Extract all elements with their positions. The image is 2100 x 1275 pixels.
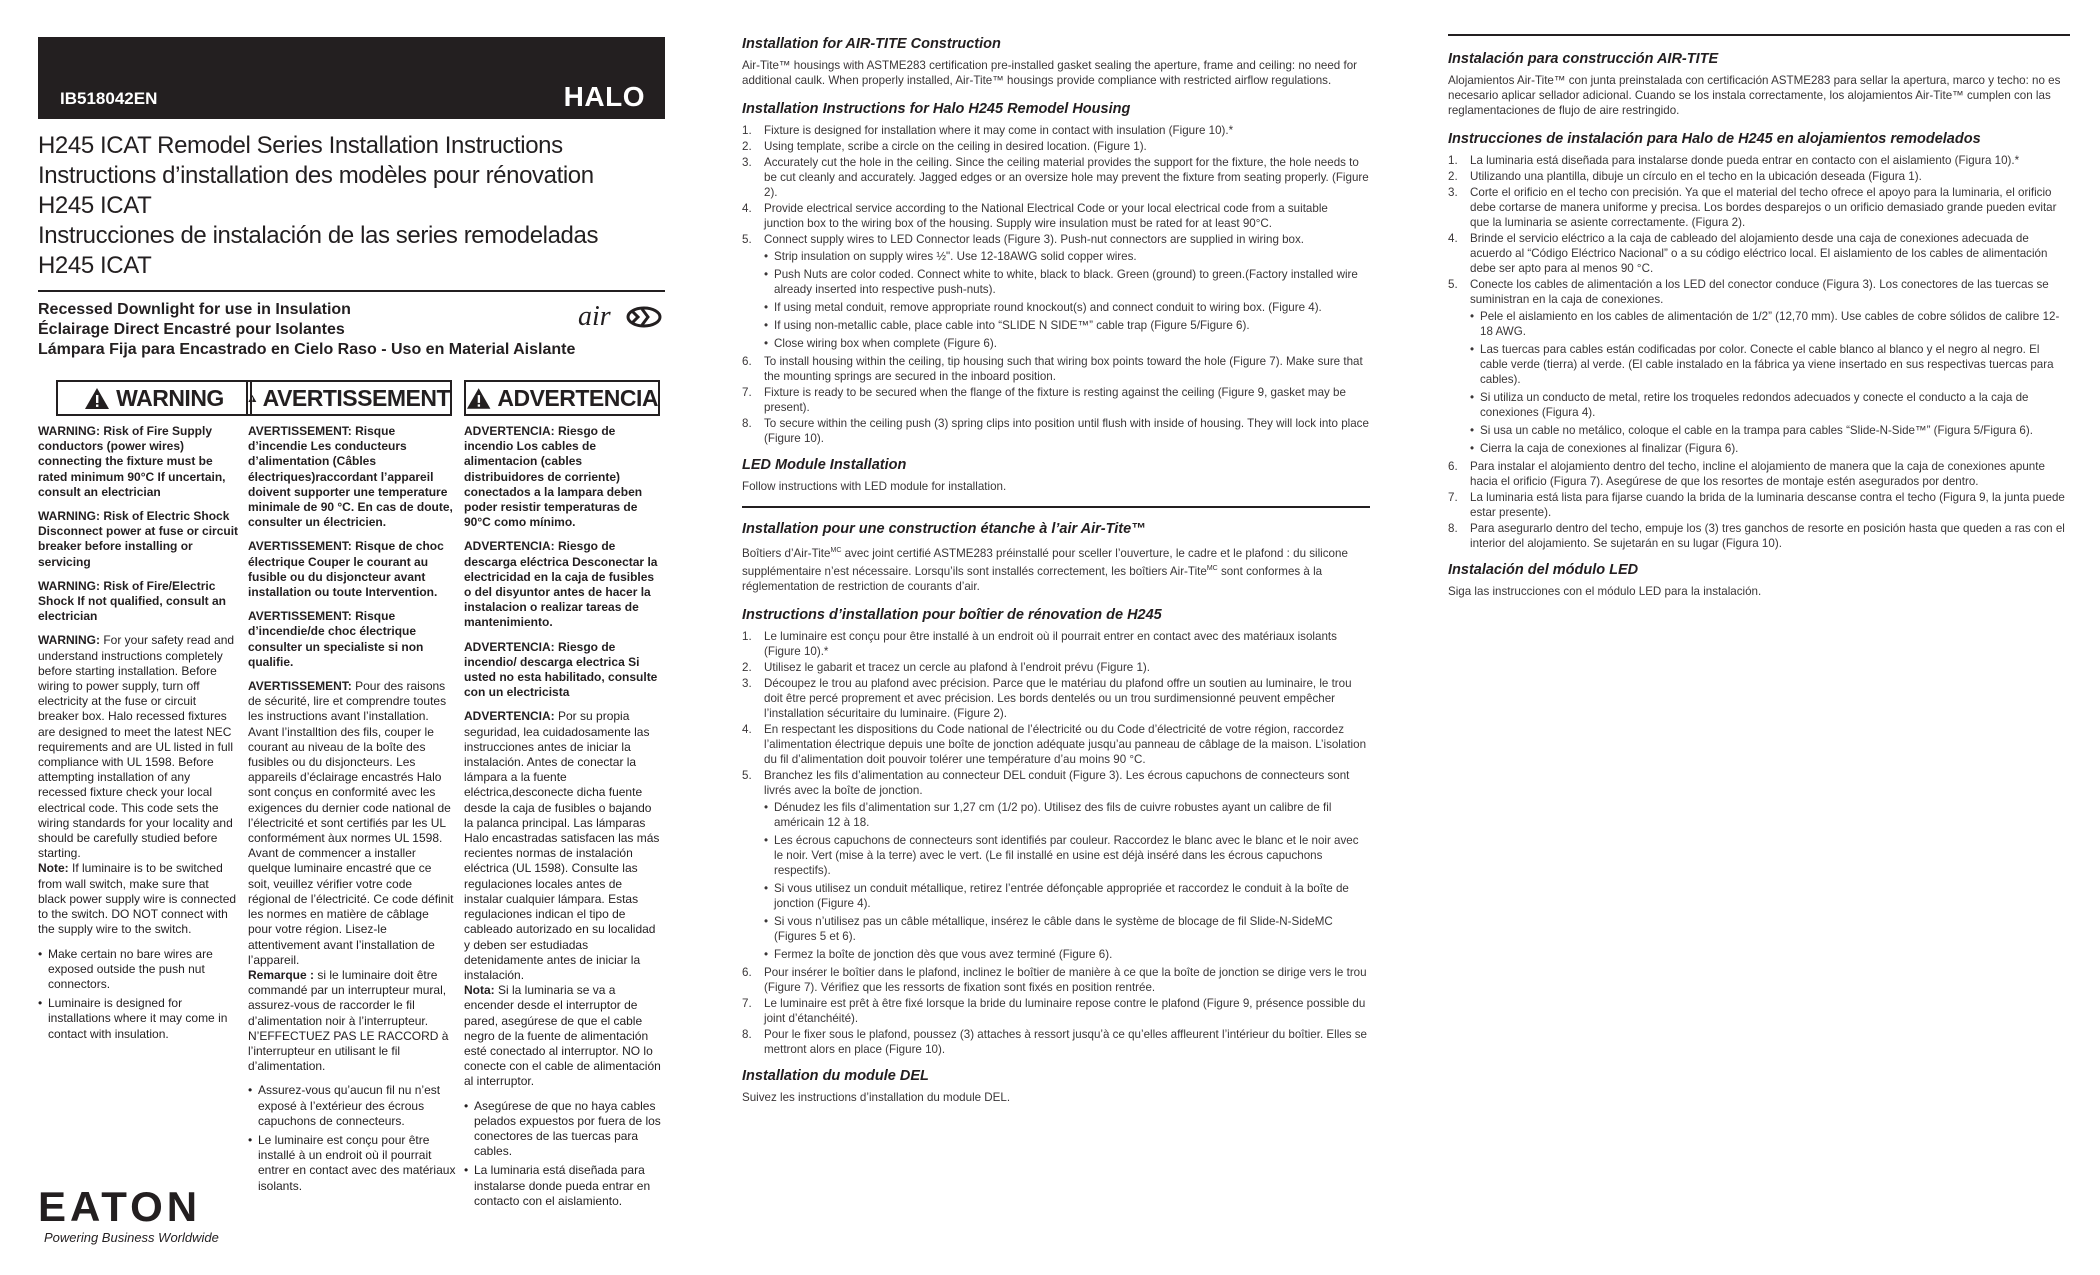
- paragraph: Siga las instrucciones con el módulo LED para la instalación.: [1448, 585, 1762, 598]
- list-item: • Make certain no bare wires are exposed outside the push nut connectors.: [38, 947, 240, 993]
- section-heading: Instructions d’installation pour boîtier de rénovation de H245: [742, 606, 1162, 623]
- air-tite-logo: [576, 297, 666, 333]
- warning-qualified: WARNING: Risk of Fire/Electric Shock If not qualified, consult an electrician: [38, 578, 227, 624]
- warnings-english: [38, 424, 240, 1046]
- section-heading: Instalación para construcción AIR-TITE: [1448, 51, 1719, 67]
- warning-lead: ADVERTENCIA:: [464, 709, 555, 724]
- section-heading: Instrucciones de instalación para Halo de H245 en alojamientos remodelados: [1448, 131, 1981, 147]
- title-fr: Instructions d’installation des modèles pour rénovation: [38, 162, 594, 189]
- list-item: • Si utiliza un conducto de metal, retire los troqueles redondos adecuados y conecte el conducto a la caja de conexiones (Figura 4).: [1470, 390, 2070, 420]
- list-item: 1. La luminaria está diseñada para instalarse donde pueda entrar en contacto con el aislamiento (Figura 10).*: [1448, 154, 2020, 167]
- list-item: • Fermez la boîte de jonction dès que vous avez terminé (Figure 6).: [764, 947, 1370, 962]
- warning-general: Pour des raisons de sécurité, lire et comprendre toutes les instructions avant l’installation. Avant l’installtion des fils, couper le courant au niveau de la boîte des fusibles ou du disjoncteurs. Les appareils d’éclairage encastrés Halo sont conçus en conformité avec les exigences du dernier code national de l’électricité et sont certifiés par les UL conformément àux normes UL 1598. Avant de commencer a installer quelque luminaire encastré que ce soit, veuillez vérifier votre code régional de l’électricité. Ce code définit les normes en matière de câblage pour votre région. Lisez-le attentivement avant l’installation de l’appareil.: [248, 679, 454, 967]
- document-code: IB518042EN: [60, 89, 158, 108]
- warning-label-text: ADVERTENCIA: [497, 384, 658, 411]
- halo-logo: HALO: [563, 81, 645, 112]
- paragraph: Suivez les instructions d’installation du module DEL.: [742, 1090, 1011, 1104]
- list-item: • Si usa un cable no metálico, coloque el cable en la trampa para cables “Slide-N-Side™” (Figura 5/Figura 6).: [1470, 423, 2070, 438]
- list-item: • Luminaire is designed for installations where it may come in contact with insulation.: [38, 996, 240, 1042]
- note-text: If luminaire is to be switched from wall switch, make sure that black power supply wire is connected to the switch. DO NOT connect with the supply wire to the switch.: [38, 861, 237, 937]
- paragraph: Follow instructions with LED module for installation.: [742, 480, 1007, 493]
- warning-shock: AVERTISSEMENT: Risque de choc électrique Couper le courant au fusible ou du disjoncteur avant installation ou toute Intervention.: [248, 539, 444, 600]
- list-item: 6. To install housing within the ceiling, tip housing such that wiring box points toward the hole (Figure 7). Make sure that the mounting springs are secured in the inboard position.: [742, 355, 1363, 383]
- note-text: si le luminaire doit être commandé par un interrupteur mural, assurez-vous de raccorder le fil d’alimentation noir à l’interrupteur. N’EFFECTUEZ PAS LE RACCORD à l’interrupteur en utilisant le fil d’alimentation.: [248, 967, 449, 1074]
- list-item: 4. Provide electrical service according to the National Electrical Code or your local electrical code from a suitable junction box to the wiring box of the housing. Supply wire insulation must be rated for at least 90°C.: [742, 202, 1328, 230]
- spanish-column: [1448, 0, 2070, 611]
- section-heading: Installation pour une construction étanche à l’air Air-Tite™: [742, 521, 1146, 537]
- list-item: 3. Accurately cut the hole in the ceiling. Since the ceiling material provides the support for the fixture, the hole needs to be cut cleanly and accurately. Jagged edges or an oversize hole may prevent the fixture from seating properly. (Figure 2).: [742, 156, 1369, 199]
- list-item: 1. Fixture is designed for installation where it may come in contact with insulation (Figure 10).*: [742, 124, 1234, 137]
- subtitle-fr: Éclairage Direct Encastré pour Isolantes: [38, 321, 345, 338]
- list-item: • Las tuercas para cables están codificadas por color. Conecte el cable blanco al blanco y el negro al negro. El cable verde (tierra) al verde. (El cable instalado en la fábrica ya viene insertado en sus respectivas tuercas para cables).: [1470, 342, 2070, 387]
- section-heading: LED Module Installation: [742, 457, 907, 473]
- list-item: • Si vous n’utilisez pas un câble métallique, insérez le câble dans le système de blocage de fil Slide-N-SideMC (Figures 5 et 6).: [764, 914, 1370, 944]
- list-item: 7. Fixture is ready to be secured when the flange of the fixture is resting against the ceiling (Figure 9, gasket may be present).: [742, 386, 1346, 414]
- warning-triangle-icon: [466, 387, 491, 410]
- warning-label-es: [464, 380, 660, 416]
- warning-triangle-icon: [84, 387, 110, 410]
- list-item: • If using metal conduit, remove appropriate round knockout(s) and connect conduit to wiring box. (Figure 4).: [764, 300, 1370, 315]
- product-subtitles: [38, 300, 618, 360]
- list-item: 3. Corte el orificio en el techo con precisión. Ya que el material del techo ofrece el apoyo para la luminaria, el orificio debe cortarse de manera uniforme y precisa. Los bordes desparejos o un orificio demasiado grande pueden evitar que la luminaria se asiente correctamente. (Figura 2).: [1448, 186, 2057, 229]
- steps-es: [1448, 153, 2070, 551]
- air-logo-text: air: [578, 301, 611, 332]
- list-item: 5. Branchez les fils d’alimentation au connecteur DEL conduit (Figure 3). Les écrous capuchons de connecteurs sont livrés avec la boîte de jonction. • Dénudez les fils d’alimentation sur 1,27 cm (1/2 po). Utilisez des fils de cuivre robustes ayant un calibre de fil américain 12 à 18. • Les écrous capuchons de connecteurs sont identifiés par couleur. Raccordez le blanc avec le blanc et le noir avec le noir. Vert (mise à la terre) avec le vert. (Le fil installé en usine est déjà inséré dans les écrous capuchons respectifs). • Si vous utilisez un conduit métallique, retirez l’entrée défonçable appropriée et raccordez le conduit à la boîte de jonction (Figure 4). • Si vous n’utilisez pas un câble métallique, insérez le câble dans le système de blocage de fil Slide-N-SideMC (Figures 5 et 6). • Fermez la boîte de jonction dès que vous avez terminé (Figure 6).: [742, 768, 1370, 962]
- list-item: 2. Using template, scribe a circle on the ceiling in desired location. (Figure 1).: [742, 140, 1147, 153]
- list-item: 8. Para asegurarlo dentro del techo, empuje los (3) tres ganchos de resorte en posición hasta que queden a ras con el interior del alojamiento. Se sujetarán en su lugar (Figura 10).: [1448, 522, 2065, 550]
- warning-label-text: AVERTISSEMENT: [262, 384, 450, 411]
- list-item: 8. Pour le fixer sous le plafond, poussez (3) attaches à ressort jusqu’à ce qu’elles affleurent l’intérieur du boîtier. Elles se mettront alors en place (Figure 10).: [742, 1027, 1367, 1056]
- list-item: • Strip insulation on supply wires ½". Use 12-18AWG solid copper wires.: [764, 249, 1370, 264]
- warning-label-en: [56, 380, 252, 416]
- list-item: 6. Para instalar el alojamiento dentro del techo, incline el alojamiento de manera que la caja de conexiones apunte hacia el orificio (Figura 7). Asegúrese de que los resortes de montaje estén asegurados por dentro.: [1448, 460, 2045, 488]
- warning-labels: [38, 380, 665, 416]
- list-item: 4. Brinde el servicio eléctrico a la caja de cableado del alojamiento desde una caja de conexiones adecuada de acuerdo al “Código Eléctrico Nacional” o a su código eléctrico local. El aislamiento de los cables de alimentación debe ser apto para al menos 90 °C.: [1448, 232, 2048, 275]
- list-item: 5. Connect supply wires to LED Connector leads (Figure 3). Push-nut connectors are supplied in wiring box. • Strip insulation on supply wires ½". Use 12-18AWG solid copper wires. • Push Nuts are color coded. Connect white to white, black to black. Green (ground) to green.(Factory installed wire already inserted into respective push-nuts). • If using metal conduit, remove appropriate round knockout(s) and connect conduit to wiring box. (Figure 4). • If using non-metallic cable, place cable into “SLIDE N SIDE™” cable trap (Figure 5/Figure 6). • Close wiring box when complete (Figure 6).: [742, 232, 1370, 351]
- list-item: 7. La luminaria está lista para fijarse cuando la brida de la luminaria descanse contra el techo (Figura 9, la junta puede estar presente).: [1448, 491, 2065, 519]
- section-heading: Instalación del módulo LED: [1448, 562, 1639, 578]
- warnings-french: [248, 424, 456, 1198]
- list-item: • Asegúrese de que no haya cables pelados expuestos por fuera de los conectores de las tuercas para cables.: [464, 1099, 664, 1160]
- list-item: • Dénudez les fils d’alimentation sur 1,27 cm (1/2 po). Utilisez des fils de cuivre robustes ayant un calibre de fil américain 12 à 18.: [764, 800, 1370, 830]
- english-french-column: [742, 0, 1370, 1117]
- header-bar: [38, 37, 665, 119]
- steps-fr: [742, 629, 1370, 1057]
- list-item: 3. Découpez le trou au plafond avec précision. Parce que le matériau du plafond offre un soutien au luminaire, le trou doit être percé proprement et avec précision. Les bords dentelés ou un trou surdimensionné peuvent empêcher l’installation sécuritaire du luminaire. (Figure 2).: [742, 676, 1352, 720]
- list-item: • Close wiring box when complete (Figure 6).: [764, 336, 1370, 351]
- list-item: 7. Le luminaire est prêt à être fixé lorsque la bride du luminaire repose contre le plafond (Figure 9, présence possible du joint d’étanchéité).: [742, 996, 1366, 1025]
- title-es: Instrucciones de instalación de las series remodeladas: [38, 222, 599, 249]
- list-item: • Assurez-vous qu’aucun fil nu n’est exposé à l’extérieur des écrous capuchons de connecteurs.: [248, 1083, 456, 1129]
- warning-label-text: WARNING: [116, 384, 224, 411]
- paragraph: Boîtiers d’Air-Tite$^{MC}$ avec joint certifié ASTME283 préinstallé pour sceller l’ouverture, le cadre et le plafond : du silicone supplémentaire n’est nécessaire. Lorsqu’ils sont installés correctement, les boîtiers Air-Tite$^{MC}$ sont conformes à la réglementation de restriction de courants d’air.: [742, 546, 1348, 593]
- warning-shock: WARNING: Risk of Electric Shock Disconnect power at fuse or circuit breaker before installing or servicing: [38, 509, 239, 569]
- warning-label-fr: [246, 380, 452, 416]
- title-es-model: H245 ICAT: [38, 252, 152, 279]
- note-lead: Remarque :: [248, 967, 315, 982]
- list-item: 8. To secure within the ceiling push (3) spring clips into position until flush with inside of housing. They will lock into place (Figure 10).: [742, 417, 1369, 445]
- warning-shock: ADVERTENCIA: Riesgo de descarga eléctrica Desconectar la electricidad en la caja de fusibles o del disyuntor antes de hacer la instalacion o realizar tareas de mantenimiento.: [464, 539, 658, 630]
- list-item: 1. Le luminaire est conçu pour être installé à un endroit où il pourrait entrer en contact avec des matériaux isolants (Figure 10).*: [742, 629, 1337, 658]
- paragraph: Alojamientos Air-Tite™ con junta preinstalada con certificación ASTME283 para sellar la apertura, marco y techo: no es necesario aplicar sellador adicional. Cuando se los instala correctamente, los alojamientos Air-Tite™ cumplen con las reglamentaciones de flujo de aire restringido.: [1448, 74, 2061, 117]
- divider: [38, 290, 665, 292]
- paragraph: Air-Tite™ housings with ASTME283 certification pre-installed gasket sealing the aperture, frame and ceiling: no need for additional caulk. When properly installed, Air-Tite™ housings provide compliance with restricted airflow regulations.: [742, 59, 1358, 87]
- list-item: 6. Pour insérer le boîtier dans le plafond, inclinez le boîtier de manière à ce que la boîte de jonction se dirige vers le trou (Figure 7). Vérifiez que les ressorts de fixation sont fixés en position rentrée.: [742, 965, 1367, 994]
- note-text: Si la luminaria se va a encender desde el interruptor de pared, asegúrese de que el cable negro de la fuente de alimentación esté conectado al interruptor. NO lo conecte con el cable de alimentación al interruptor.: [464, 983, 661, 1089]
- list-item: • Si vous utilisez un conduit métallique, retirez l’entrée défonçable appropriée et raccordez le conduit à la boîte de jonction (Figure 4).: [764, 881, 1370, 911]
- warning-lead: WARNING:: [38, 633, 100, 648]
- section-heading: Installation for AIR-TITE Construction: [742, 36, 1001, 52]
- list-item: 2. Utilisez le gabarit et tracez un cercle au plafond à l’endroit prévu (Figure 1).: [742, 660, 1151, 674]
- list-item: • Cierra la caja de conexiones al finalizar (Figura 6).: [1470, 441, 2070, 456]
- warning-qualified: AVERTISSEMENT: Risque d’incendie/de choc électrique consulter un specialiste si non qualifie.: [248, 609, 424, 669]
- section-heading: Installation du module DEL: [742, 1067, 929, 1084]
- warnings-spanish: [464, 424, 664, 1213]
- title-fr-model: H245 ICAT: [38, 192, 152, 219]
- subtitle-en: Recessed Downlight for use in Insulation: [38, 301, 351, 318]
- warning-fire: AVERTISSEMENT: Risque d’incendie Les conducteurs d’alimentation (Câbles électriques)raccordant l’appareil doivent supporter une temperature minimale de 90 °C. En cas de doute, consulter un électricien.: [248, 424, 453, 530]
- list-item: • Les écrous capuchons de connecteurs sont identifiés par couleur. Raccordez le blanc avec le blanc et le noir avec le noir. Vert (mise à la terre) avec le vert. (Le fil installé en usine est déjà inséré dans les écrous capuchons respectifs).: [764, 833, 1370, 878]
- list-item: • La luminaria está diseñada para instalarse donde pueda entrar en contacto con el aislamiento.: [464, 1163, 664, 1209]
- list-item: • If using non-metallic cable, place cable into “SLIDE N SIDE™” cable trap (Figure 5/Figure 6).: [764, 318, 1370, 333]
- warning-qualified: ADVERTENCIA: Riesgo de incendio/ descarga electrica Si usted no esta habilitado, consulte con un electricista: [464, 639, 658, 700]
- warning-fire: WARNING: Risk of Fire Supply conductors (power wires) connecting the fixture must be rated minimum 90°C If uncertain, consult an electrician: [38, 424, 226, 499]
- list-item: • Le luminaire est conçu pour être installé à un endroit où il pourrait entrer en contact avec des matériaux isolants.: [248, 1133, 456, 1194]
- list-item: 5. Conecte los cables de alimentación a los LED del conector conduce (Figura 3). Los conectores de las tuercas se suministran en la caja de conexiones. • Pele el aislamiento en los cables de alimentación de 1/2” (12,70 mm). Use cables de cobre sólidos de calibre 12-18 AWG. • Las tuercas para cables están codificadas por color. Conecte el cable blanco al blanco y el negro al negro. El cable verde (tierra) al verde. (El cable instalado en la fábrica ya viene insertado en sus respectivas tuercas para cables). • Si utiliza un conducto de metal, retire los troqueles redondos adecuados y conecte el conducto a la caja de conexiones (Figura 4). • Si usa un cable no metálico, coloque el cable en la trampa para cables “Slide-N-Side™” (Figura 5/Figura 6). • Cierra la caja de conexiones al finalizar (Figura 6).: [1448, 277, 2070, 456]
- warning-fire: ADVERTENCIA: Riesgo de incendio Los cables de alimentacion (cables distribuidores de corriente) conectados a la lampara deben poder resistir temperaturas de 90°C como mínimo.: [464, 424, 643, 530]
- note-lead: Note:: [38, 861, 69, 876]
- divider: [742, 506, 1370, 508]
- steps-en: [742, 123, 1370, 446]
- section-heading: Installation Instructions for Halo H245 Remodel Housing: [742, 101, 1131, 117]
- list-item: 2. Utilizando una plantilla, dibuje un círculo en el techo en la ubicación deseada (Figura 1).: [1448, 170, 1922, 183]
- list-item: 4. En respectant les dispositions du Code national de l’électricité ou du Code d’électricité de votre région, raccordez l’alimentation électrique depuis une boîte de jonction adéquate jusqu’au panneau de câblage de la maison. L’isolation du fil d’alimentation doit pouvoir tolérer une température d’au moins 90 °C.: [742, 722, 1367, 766]
- eaton-tagline: Powering Business Worldwide: [44, 1230, 219, 1245]
- warning-triangle-icon: [248, 387, 257, 410]
- warning-general: For your safety read and understand instructions completely before starting installation. Before wiring to power supply, turn off electricity at the fuse or circuit breaker box. Halo recessed fixtures are designed to meet the latest NEC requirements and are UL listed in full compliance with UL 1598. Before attempting installation of any recessed fixture check your local electrical code. This code sets the wiring standards for your locality and should be carefully studied before starting.: [38, 633, 235, 861]
- title-en: H245 ICAT Remodel Series Installation Instructions: [38, 132, 563, 159]
- document-titles: [38, 131, 665, 281]
- divider: [1448, 34, 2070, 36]
- list-item: • Push Nuts are color coded. Connect white to white, black to black. Green (ground) to green.(Factory installed wire already inserted into respective push-nuts).: [764, 267, 1370, 297]
- warning-general: Por su propia seguridad, lea cuidadosamente las instrucciones antes de iniciar la instalación. Antes de conectar la lámpara a la fuente eléctrica,desconecte dicha fuente desde la caja de fusibles o bajando la palanca principal. Las lámparas Halo encastradas satisfacen las más recientes normas de instalación eléctrica (UL 1598). Consulte las regulaciones locales antes de instalar cualquier lámpara. Estas regulaciones indican el tipo de cableado autorizado en su localidad y deben ser estudiadas detenidamente antes de iniciar la instalación.: [464, 709, 660, 982]
- warning-lead: AVERTISSEMENT:: [248, 679, 352, 694]
- list-item: • Pele el aislamiento en los cables de alimentación de 1/2” (12,70 mm). Use cables de cobre sólidos de calibre 12-18 AWG.: [1470, 309, 2070, 339]
- note-lead: Nota:: [464, 983, 495, 998]
- eaton-logo: EATON: [38, 1183, 202, 1230]
- subtitle-es: Lámpara Fija para Encastrado en Cielo Raso - Uso en Material Aislante: [38, 341, 576, 358]
